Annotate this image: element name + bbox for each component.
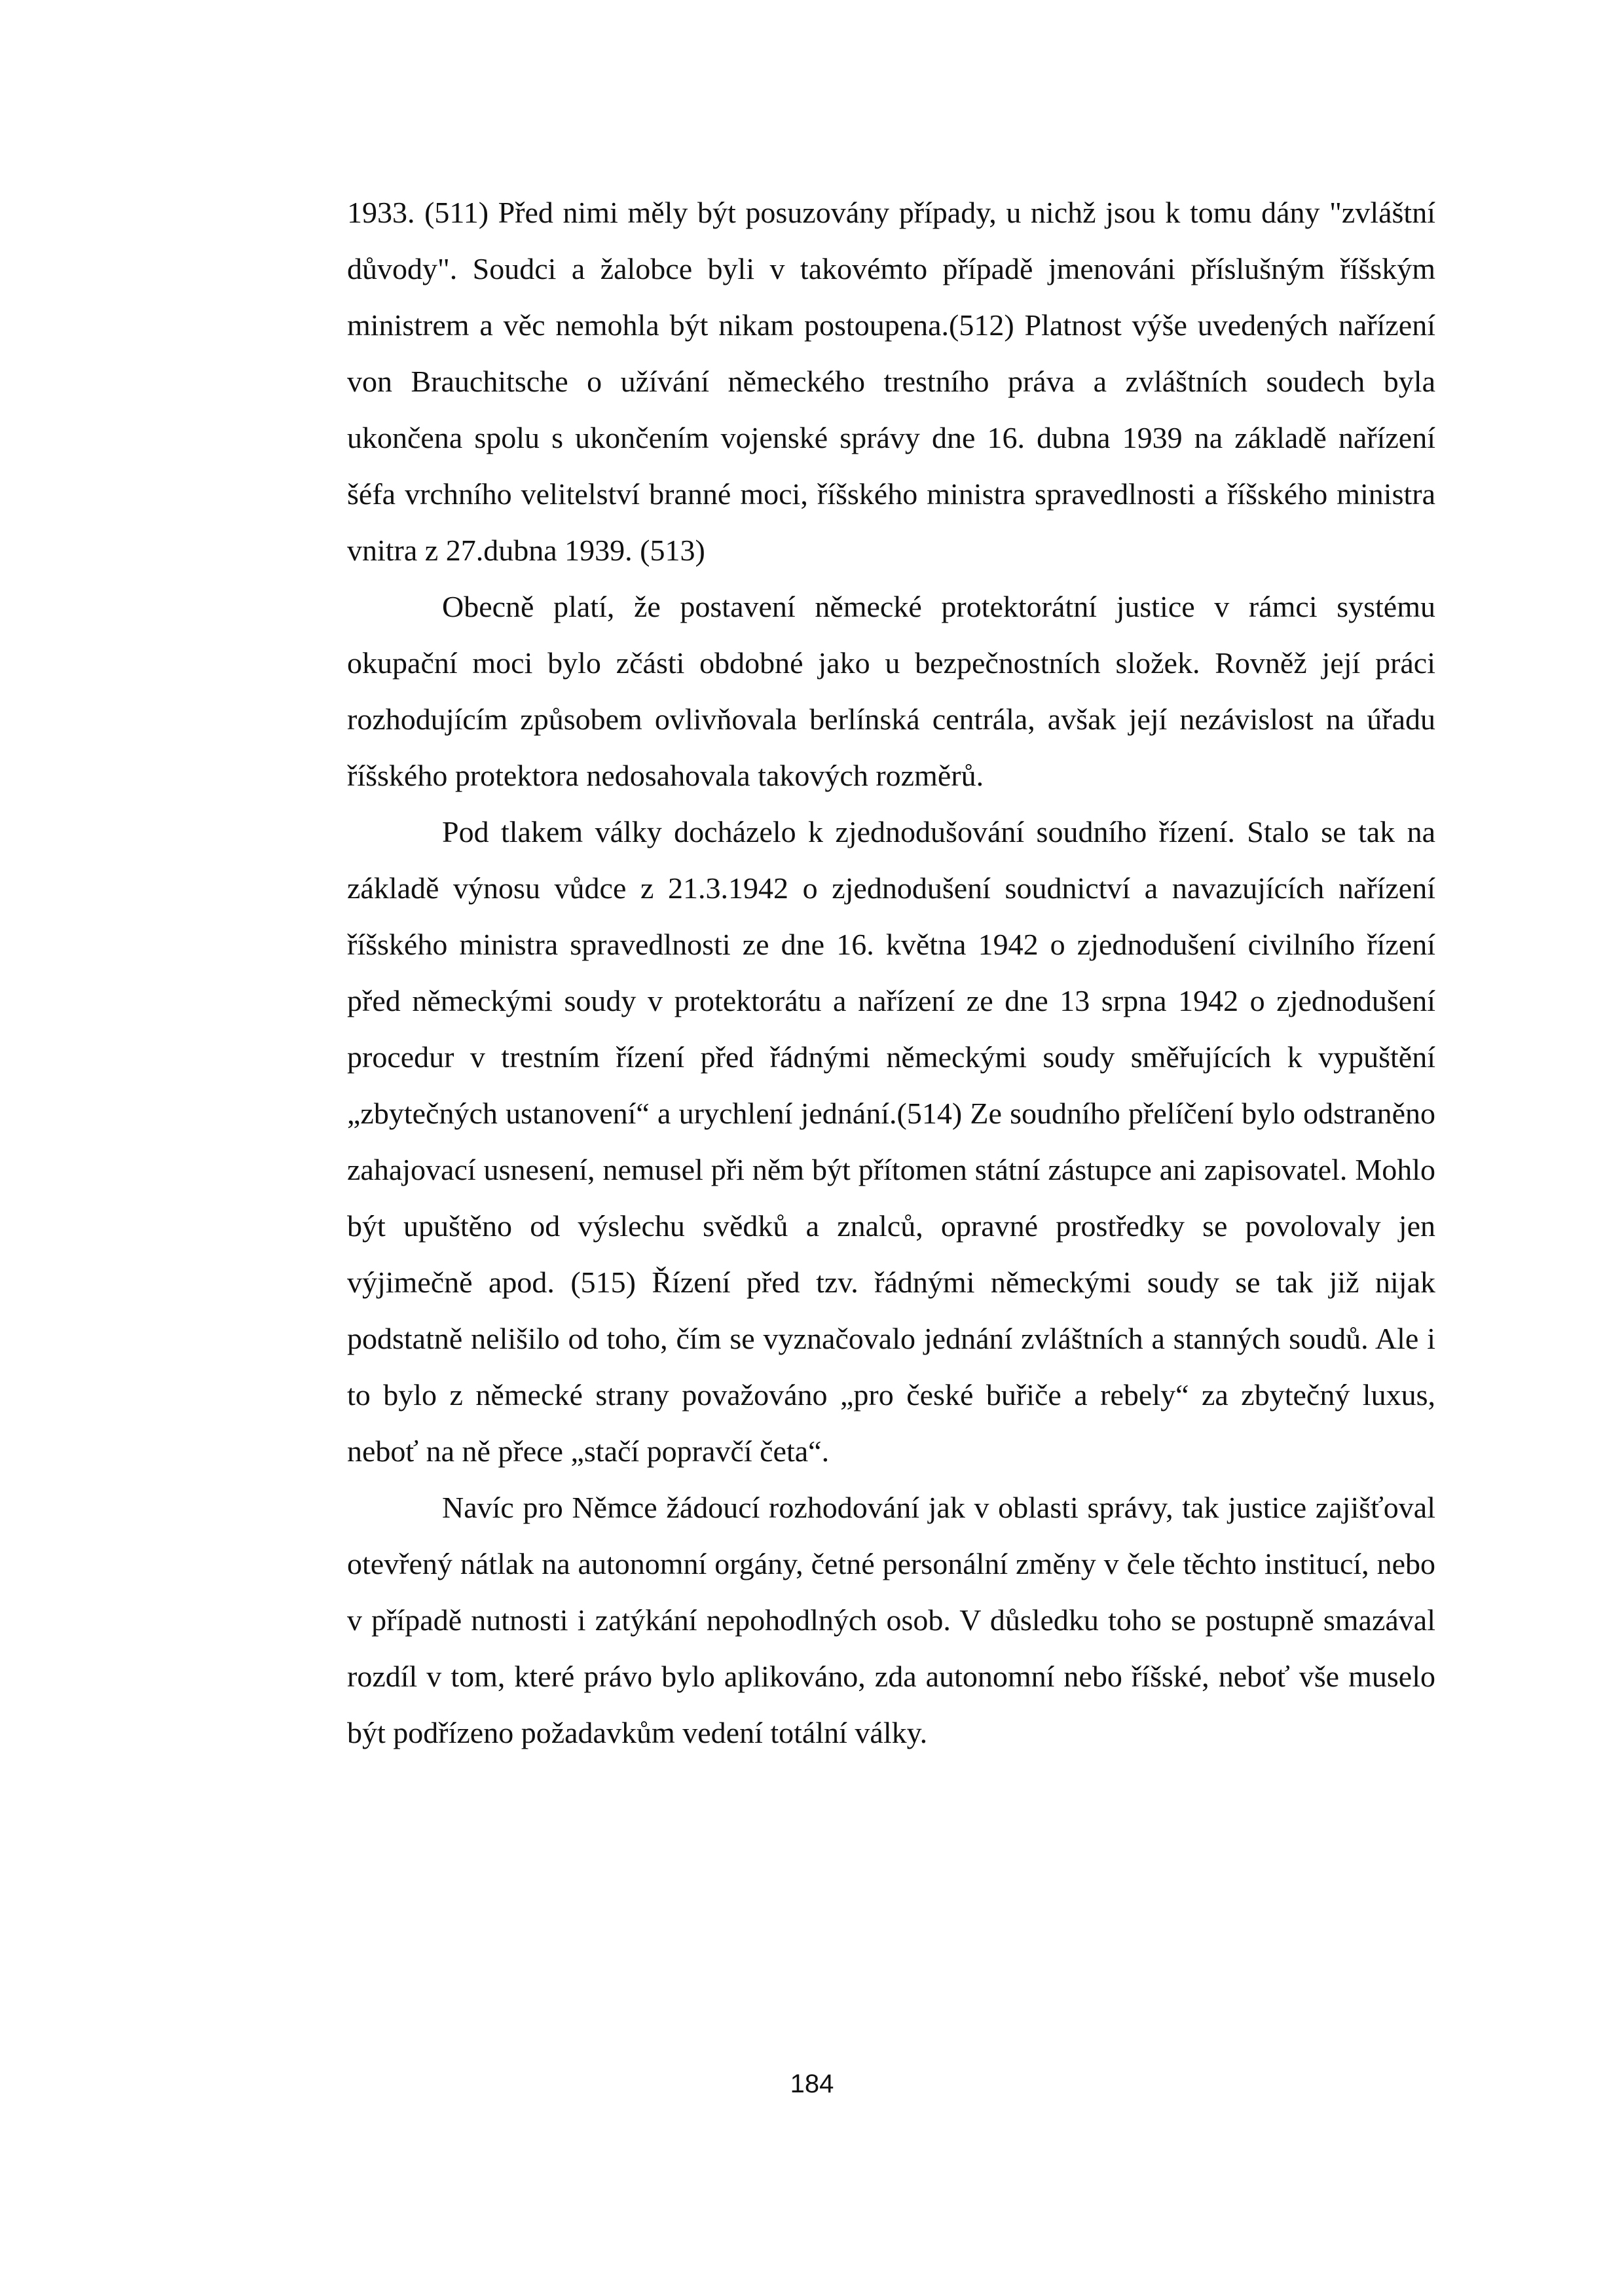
paragraph-3: Pod tlakem války docházelo k zjednodušování soudního řízení. Stalo se tak na základě výnosu vůdce z 21.3.1942 o zjednodušení soudnictví a navazujících nařízení říšského ministra spravedlnosti ze dne 16. května 1942 o zjednodušení civilního řízení před německými soudy v protektorátu a nařízení ze dne 13 srpna 1942 o zjednodušení procedur v trestním řízení před řádnými německými soudy směřujících k vypuštění „zbytečných ustanovení“ a urychlení jednání.(514) Ze soudního přelíčení bylo odstraněno zahajovací usnesení, nemusel při něm být přítomen státní zástupce ani zapisovatel. Mohlo být upuštěno od výslechu svědků a znalců, opravné prostředky se povolovaly jen výjimečně apod. (515) Řízení před tzv. řádnými německými soudy se tak již nijak podstatně nelišilo od toho, čím se vyznačovalo jednání zvláštních a stanných soudů. Ale i to bylo z německé strany považováno „pro české buřiče a rebely“ za zbytečný luxus, neboť na ně přece „stačí popravčí četa“. bbox=[347, 815, 1435, 1468]
paragraph-4: Navíc pro Němce žádoucí rozhodování jak v oblasti správy, tak justice zajišťoval otevřený nátlak na autonomní orgány, četné personální změny v čele těchto institucí, nebo v případě nutnosti i zatýkání nepohodlných osob. V důsledku toho se postupně smazával rozdíl v tom, které právo bylo aplikováno, zda autonomní nebo říšské, neboť vše muselo být podřízeno požadavkům vedení totální války. bbox=[347, 1491, 1435, 1749]
paragraph-2: Obecně platí, že postavení německé protektorátní justice v rámci systému okupační moci bylo zčásti obdobné jako u bezpečnostních složek. Rovněž její práci rozhodujícím způsobem ovlivňovala berlínská centrála, avšak její nezávislost na úřadu říšského protektora nedosahovala takových rozměrů. bbox=[347, 590, 1435, 792]
page-number: 184 bbox=[790, 2069, 834, 2098]
paragraph-1: 1933. (511) Před nimi měly být posuzovány případy, u nichž jsou k tomu dány "zvláštní důvody". Soudci a žalobce byli v takovémto případě jmenováni příslušným říšským ministrem a věc nemohla být nikam postoupena.(512) Platnost výše uvedených nařízení von Brauchitsche o užívání německého trestního práva a zvláštních soudech byla ukončena spolu s ukončením vojenské správy dne 16. dubna 1939 na základě nařízení šéfa vrchního velitelství branné moci, říšského ministra spravedlnosti a říšského ministra vnitra z 27.dubna 1939. (513) bbox=[347, 196, 1435, 567]
body-text bbox=[347, 185, 1435, 1761]
